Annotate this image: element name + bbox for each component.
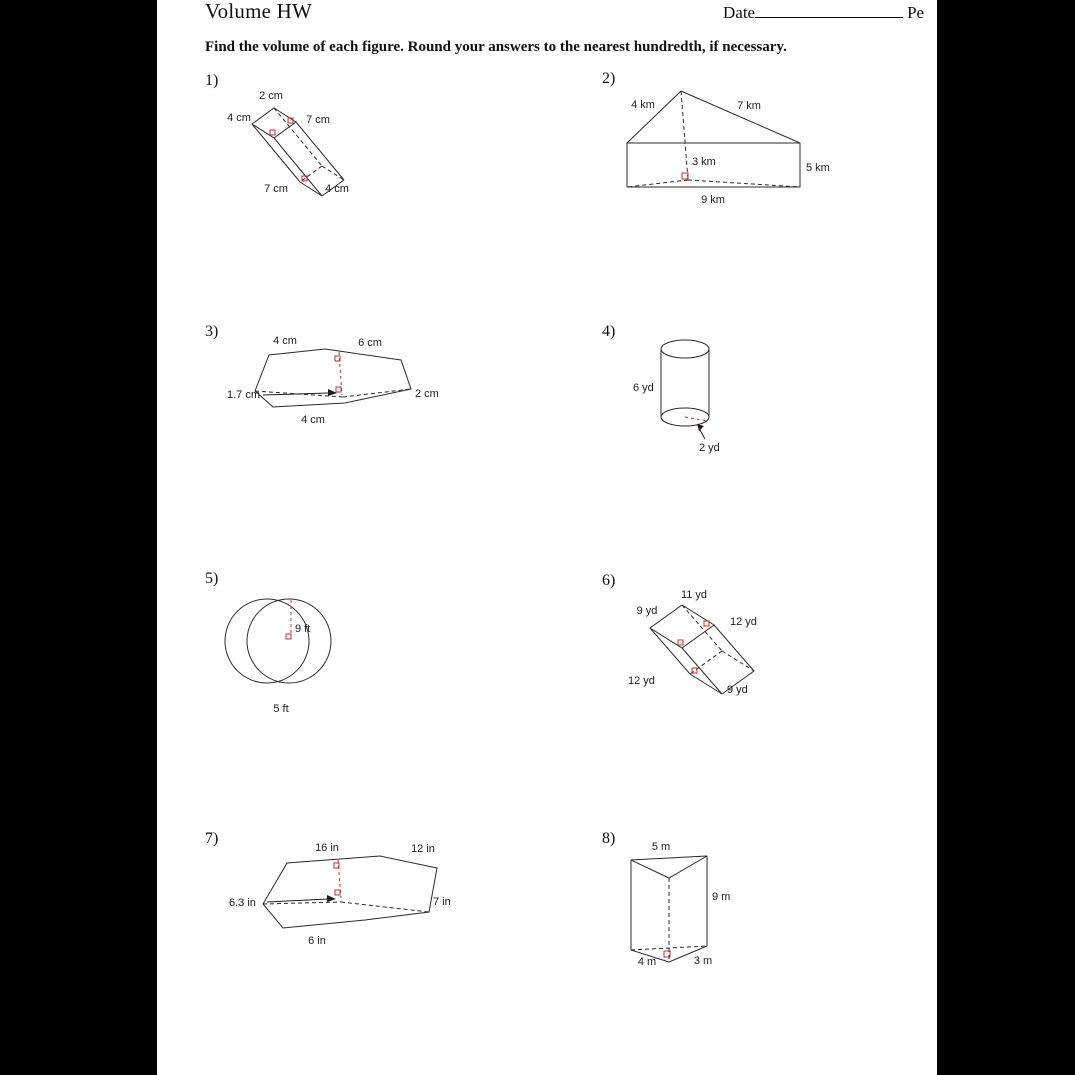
problem-7-number: 7)	[205, 830, 219, 847]
instructions: Find the volume of each figure. Round your answers to the nearest hundredth, if necessary.	[205, 39, 787, 55]
dim-label: 6 in	[308, 935, 326, 947]
figure-rectangular-prism	[625, 581, 795, 706]
problem-8	[602, 830, 822, 990]
hidden-edges	[263, 902, 429, 912]
dim-label: 6 yd	[633, 382, 654, 394]
dim-label: 4 km	[631, 99, 655, 111]
problem-2	[602, 70, 902, 220]
cylinder-edges	[661, 340, 709, 426]
dim-label: 2 cm	[415, 388, 439, 400]
height-line	[335, 352, 342, 395]
dim-label: 7 km	[737, 100, 761, 112]
dim-label: 2 yd	[699, 442, 720, 454]
problem-1-number: 1)	[205, 72, 219, 89]
prism-outline	[263, 856, 437, 928]
problem-2-number: 2)	[602, 70, 616, 87]
figure-horizontal-cylinder	[225, 578, 350, 723]
dim-label: 5 ft	[273, 703, 289, 715]
dim-label: 9 yd	[727, 684, 748, 696]
problem-3-number: 3)	[205, 323, 219, 340]
dim-label: 4 m	[637, 956, 657, 968]
dim-label: 3 m	[693, 955, 713, 967]
prism-outline	[255, 349, 411, 407]
leader-arrow	[263, 389, 337, 396]
problem-8-number: 8)	[602, 830, 616, 847]
problem-4	[602, 323, 802, 473]
dim-label: 16 in	[315, 842, 339, 854]
dim-label: 9 ft	[295, 623, 311, 635]
page-title: Volume HW	[205, 0, 312, 23]
dim-label: 7 in	[433, 896, 451, 908]
figure-rectangular-prism	[222, 84, 402, 206]
dim-label: 7 cm	[264, 183, 288, 195]
figure-cylinder	[625, 329, 760, 464]
dim-label: 9 km	[701, 194, 725, 206]
dim-label: 9 m	[712, 891, 731, 903]
dim-label: 3 km	[692, 156, 716, 168]
problem-1	[205, 72, 465, 212]
date-row	[723, 3, 924, 23]
problem-6	[602, 572, 862, 712]
radius-line	[685, 417, 707, 421]
problem-3	[205, 323, 505, 443]
cylinder-edges	[225, 599, 331, 683]
dim-label: 11 yd	[680, 589, 708, 601]
worksheet-page	[157, 0, 937, 1075]
right-angle-marker	[682, 173, 688, 179]
date-blank-line	[755, 3, 903, 18]
dim-label: 12 yd	[628, 675, 655, 687]
dim-label: 4 cm	[227, 112, 251, 124]
problem-5-number: 5)	[205, 570, 219, 587]
height-line	[334, 860, 341, 898]
dim-label: 1.7 cm	[227, 389, 261, 401]
dim-label: 12 in	[411, 843, 435, 855]
period-label: Pe	[907, 3, 925, 22]
problem-6-number: 6)	[602, 572, 616, 589]
hidden-edges	[631, 878, 707, 962]
problem-7	[205, 830, 505, 960]
dim-label: 6 cm	[358, 337, 382, 349]
dim-label: 6.3 in	[229, 897, 256, 909]
dim-label: 7 cm	[306, 114, 330, 126]
dim-label: 5 km	[806, 162, 830, 174]
dim-label: 5 m	[651, 841, 671, 853]
figure-triangular-prism	[615, 836, 745, 976]
dim-label: 4 cm	[325, 183, 349, 195]
figure-trapezoidal-prism	[225, 331, 445, 439]
problem-4-number: 4)	[602, 323, 616, 340]
dim-label: 4 cm	[273, 335, 297, 347]
figure-trapezoidal-prism	[225, 838, 460, 958]
date-label: Date	[723, 3, 756, 22]
problem-5	[205, 570, 405, 730]
leader-arrow	[697, 424, 705, 439]
dim-label: 9 yd	[636, 605, 658, 617]
dim-label: 2 cm	[259, 90, 283, 102]
dim-label: 12 yd	[730, 616, 757, 628]
leader-arrow	[267, 895, 336, 902]
dim-label: 4 cm	[301, 414, 325, 426]
figure-triangular-prism	[619, 76, 854, 216]
